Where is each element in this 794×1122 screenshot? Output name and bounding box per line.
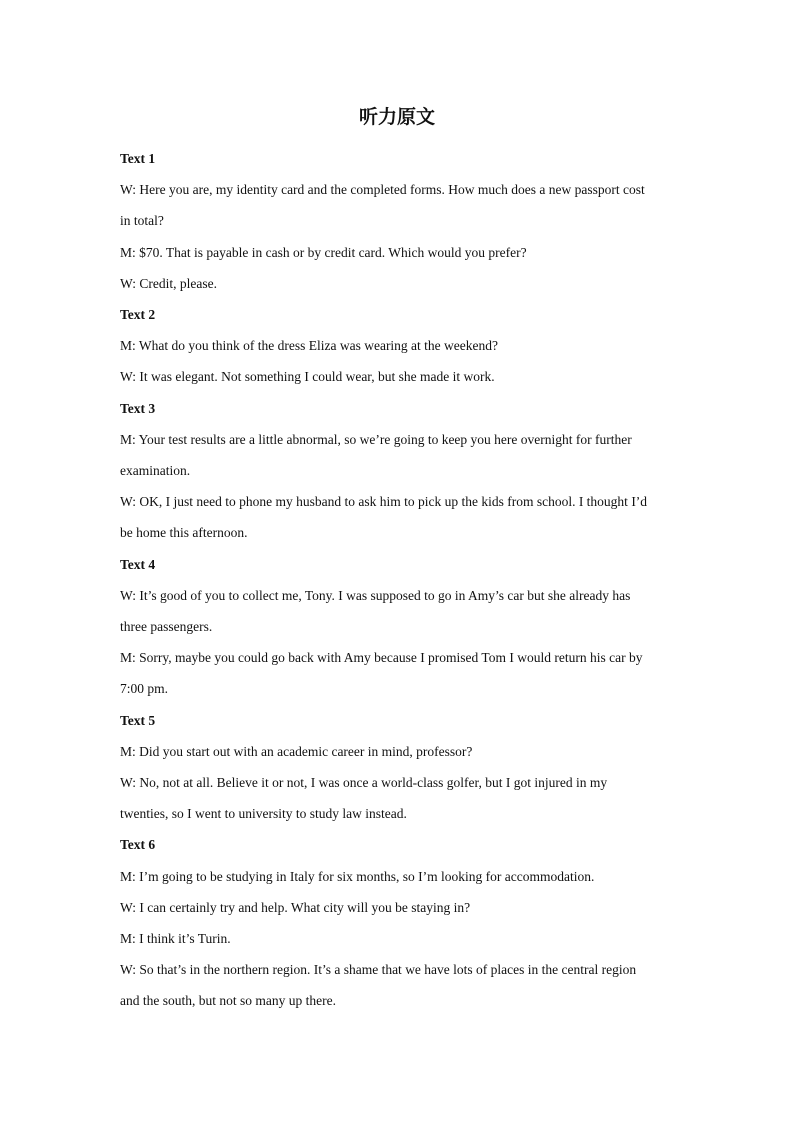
section-heading: Text 2 [120, 307, 156, 323]
transcript-line: W: It’s good of you to collect me, Tony. I was supposed to go in Amy’s car but she already has [120, 587, 631, 603]
transcript-line: W: No, not at all. Believe it or not, I was once a world-class golfer, but I got injured in my [120, 775, 608, 791]
transcript-line: twenties, so I went to university to study law instead. [120, 806, 407, 822]
transcript-line: W: Here you are, my identity card and the completed forms. How much does a new passport cost [120, 182, 645, 198]
transcript-line: M: Did you start out with an academic career in mind, professor? [120, 743, 473, 759]
transcript-line: M: I think it’s Turin. [120, 931, 231, 947]
transcript-line: W: I can certainly try and help. What city will you be staying in? [120, 899, 471, 915]
transcript-line: M: $70. That is payable in cash or by credit card. Which would you prefer? [120, 244, 527, 260]
transcript-line: W: Credit, please. [120, 275, 217, 291]
transcript-line: M: What do you think of the dress Eliza was wearing at the weekend? [120, 338, 499, 354]
section-heading: Text 4 [120, 556, 156, 572]
transcript-line: M: Sorry, maybe you could go back with Amy because I promised Tom I would return his car by [120, 650, 643, 666]
transcript-body [120, 143, 672, 1017]
transcript-line: three passengers. [120, 619, 213, 635]
transcript-line: M: Your test results are a little abnormal, so we’re going to keep you here overnight for further [120, 431, 632, 447]
transcript-line: M: I’m going to be studying in Italy for six months, so I’m looking for accommodation. [120, 868, 595, 884]
transcript-line: W: So that’s in the northern region. It’s a shame that we have lots of places in the central region [120, 962, 637, 978]
transcript-line: be home this afternoon. [120, 525, 248, 541]
section-heading: Text 6 [120, 837, 156, 853]
transcript-line: and the south, but not so many up there. [120, 993, 336, 1009]
transcript-line: W: It was elegant. Not something I could wear, but she made it work. [120, 369, 495, 385]
section-heading: Text 5 [120, 712, 156, 728]
transcript-line: 7:00 pm. [120, 681, 169, 697]
transcript-line: in total? [120, 213, 164, 229]
section-heading: Text 3 [120, 400, 156, 416]
page-title: 听力原文 [358, 106, 435, 128]
transcript-line: examination. [120, 463, 191, 479]
section-heading: Text 1 [120, 151, 156, 166]
transcript-line: W: OK, I just need to phone my husband to ask him to pick up the kids from school. I thought I’d [120, 494, 648, 510]
